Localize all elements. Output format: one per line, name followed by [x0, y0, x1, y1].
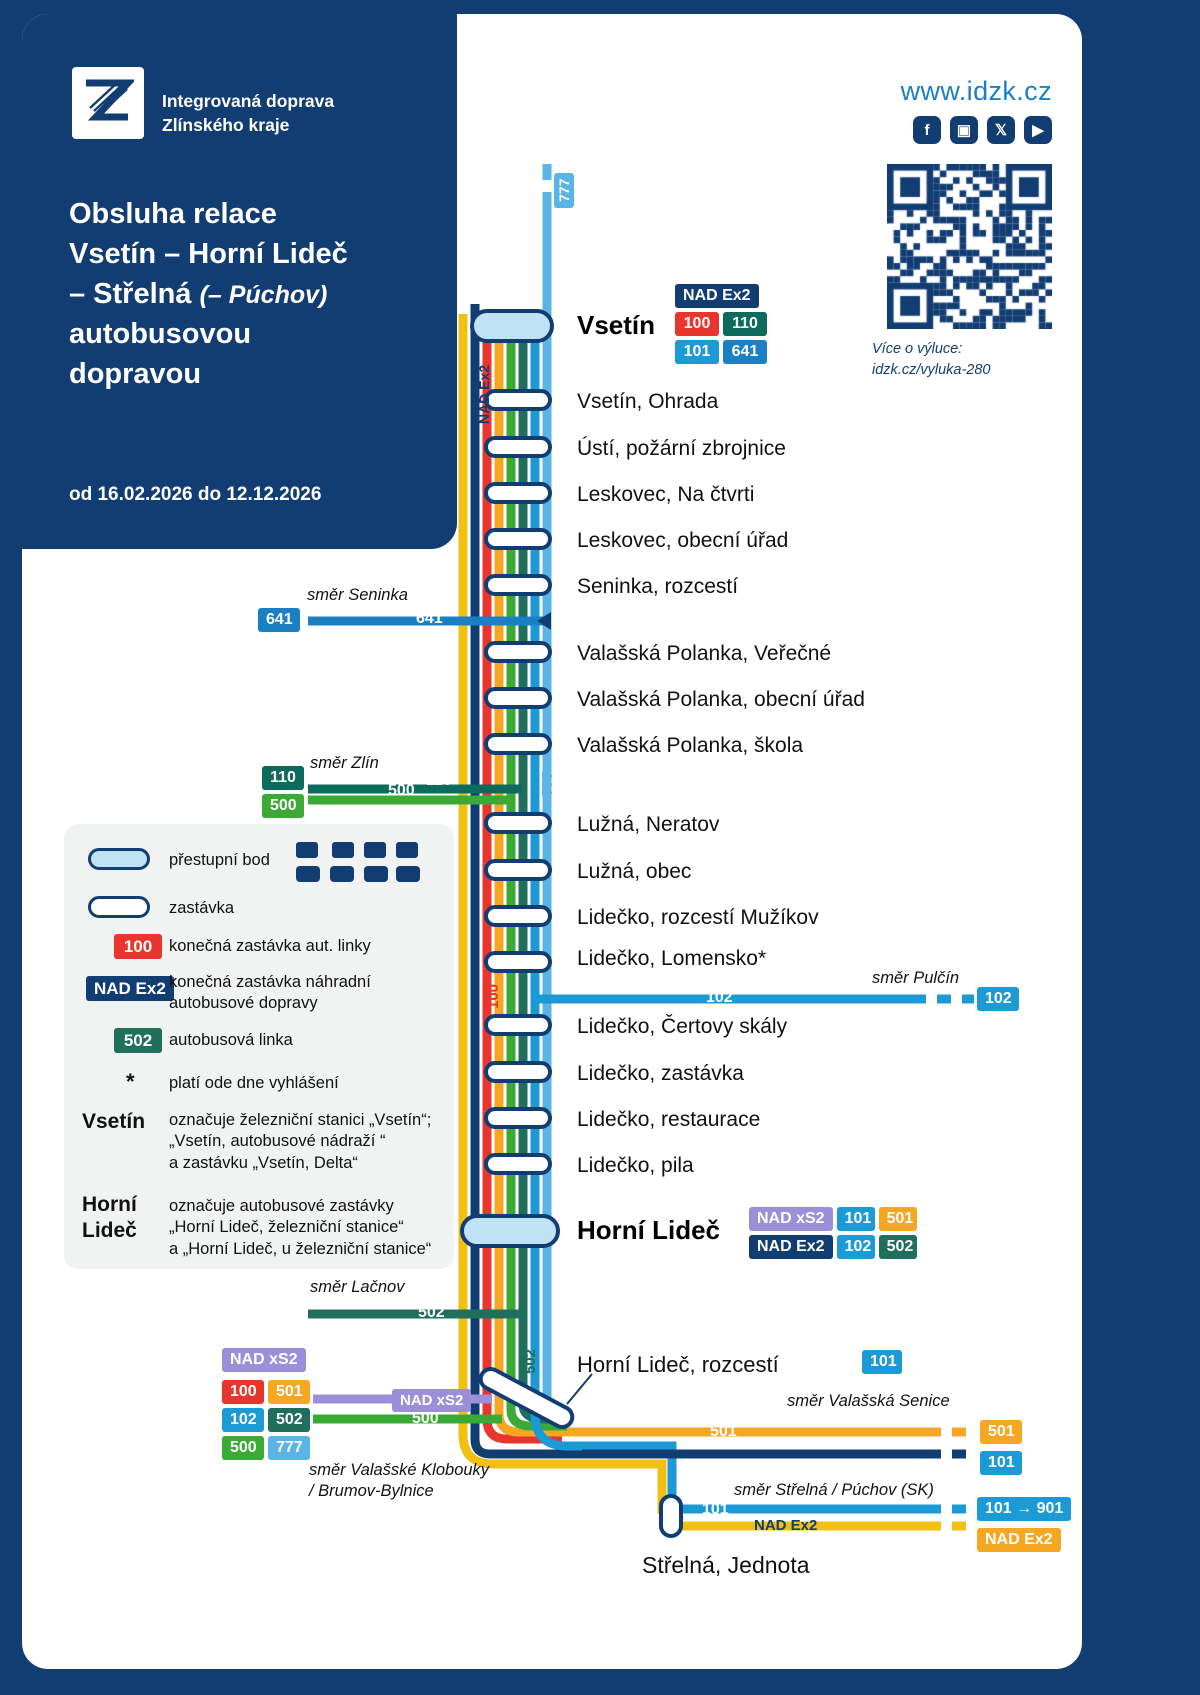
- legend-hl-title-2: Lideč: [82, 1219, 137, 1243]
- branch-line-label-641: 641: [416, 610, 443, 627]
- stop-marker-13[interactable]: [484, 1014, 552, 1036]
- strelna-line-label-nad: NAD Ex2: [754, 1517, 818, 1534]
- stop-marker-3[interactable]: [484, 482, 552, 504]
- badge-100: 100: [675, 312, 719, 336]
- legend-terminus-label: konečná zastávka aut. linky: [169, 937, 371, 955]
- title-line-2: Vsetín – Horní Lideč: [69, 238, 348, 271]
- stop-label-5: Seninka, rozcestí: [577, 575, 739, 598]
- stop-label-15: Lidečko, restaurace: [577, 1108, 761, 1131]
- vk-badge-777: 777: [268, 1436, 310, 1460]
- legend-nad-label: [169, 972, 371, 1015]
- logo-line-1: Integrovaná doprava: [162, 91, 335, 111]
- page-title: [69, 194, 449, 394]
- direction-valasska-senice: směr Valašská Senice: [787, 1392, 950, 1410]
- legend-vsetin-note-1: označuje železniční stanici „Vsetín“;: [169, 1111, 432, 1129]
- stop-label-3: Leskovec, Na čtvrti: [577, 483, 755, 506]
- legend-nad-line-1: konečná zastávka náhradní: [169, 973, 371, 991]
- direction-strelna-puchov: směr Střelná / Púchov (SK): [734, 1481, 934, 1499]
- vk-line-label-500: 500: [412, 1410, 439, 1427]
- branch-badge-500: 500: [262, 794, 304, 818]
- logo-text: [162, 90, 412, 137]
- vk-badge-nad-xs2: NAD xS2: [222, 1348, 306, 1372]
- stop-marker-14[interactable]: [484, 1061, 552, 1083]
- stop-label-9: Lužná, Neratov: [577, 813, 720, 836]
- legend-hl-note-2: „Horní Lideč, železniční stanice“: [169, 1218, 404, 1237]
- vk-badge-500: 500: [222, 1436, 264, 1460]
- legend-vsetin-note-2: „Vsetín, autobusové nádraží “: [169, 1132, 386, 1151]
- direction-valasske-klobouky-1: směr Valašské Klobouky: [309, 1461, 490, 1479]
- badge-101-hl: 101: [837, 1207, 875, 1231]
- vsenice-badge-101: 101: [980, 1451, 1022, 1475]
- stop-label-12: Lidečko, Lomensko*: [577, 947, 767, 970]
- idzk-logo-icon: [72, 67, 144, 139]
- title-line-5: dopravou: [69, 358, 202, 391]
- hl-rozcesti-badge: [862, 1350, 902, 1374]
- strelna-line-label-101: 101: [702, 1501, 729, 1518]
- badge-101-rozcesti: 101: [862, 1350, 902, 1374]
- direction-lacnov: směr Lačnov: [310, 1278, 405, 1296]
- stop-marker-8[interactable]: [484, 733, 552, 755]
- badge-nad-xs2: NAD xS2: [749, 1207, 833, 1231]
- legend-vsetin-title: Vsetín: [82, 1110, 146, 1133]
- stop-marker-transfer-horni-lidec[interactable]: [460, 1214, 560, 1248]
- stop-marker-16[interactable]: [484, 1153, 552, 1175]
- direction-pulcin: směr Pulčín: [872, 969, 960, 987]
- stop-label-16: Lidečko, pila: [577, 1154, 694, 1177]
- stop-label-10: Lužná, obec: [577, 860, 692, 883]
- direction-valasske-klobouky-2: / Brumov-Bylnice: [309, 1482, 434, 1500]
- stop-label-vsetin: Vsetín: [577, 310, 656, 340]
- strelna-badge-101-901: 101 → 901: [977, 1497, 1071, 1521]
- direction-zlin: směr Zlín: [310, 754, 379, 772]
- vk-badge-501: 501: [268, 1380, 310, 1404]
- stop-marker-4[interactable]: [484, 528, 552, 550]
- validity-period: od 16.02.2026 do 12.12.2026: [69, 484, 322, 505]
- vk-badge-102: 102: [222, 1408, 264, 1432]
- legend-stop-marker: [88, 896, 150, 918]
- direction-seninka: směr Seninka: [307, 586, 408, 604]
- instagram-icon[interactable]: ▣: [950, 116, 978, 144]
- vsenice-line-label-501: 501: [710, 1423, 737, 1440]
- legend-terminus-badge: 100: [114, 934, 162, 959]
- branch-badge-110: 110: [262, 766, 304, 790]
- badge-501-hl: 501: [879, 1207, 917, 1231]
- youtube-icon[interactable]: ▶: [1024, 116, 1052, 144]
- stop-marker-6[interactable]: [484, 641, 552, 663]
- legend-box: [64, 824, 454, 1269]
- legend-transfer-label: přestupní bod: [169, 851, 270, 869]
- stop-marker-7[interactable]: [484, 687, 552, 709]
- stop-label-7: Valašská Polanka, obecní úřad: [577, 688, 865, 711]
- badge-110: 110: [723, 312, 767, 336]
- legend-hl-note: [169, 1196, 459, 1260]
- vk-badge-502: 502: [268, 1408, 310, 1432]
- stop-marker-9[interactable]: [484, 812, 552, 834]
- stop-marker-transfer-vsetin[interactable]: [470, 309, 554, 343]
- legend-vsetin-note: [169, 1110, 454, 1174]
- vk-badge-100: 100: [222, 1380, 264, 1404]
- stop-marker-strelna-jednota[interactable]: [659, 1494, 683, 1538]
- stop-marker-10[interactable]: [484, 859, 552, 881]
- title-line-3a: – Střelná: [69, 278, 192, 311]
- branch-line-label-502: 502: [418, 1304, 445, 1321]
- branch-line-label-110: 110: [426, 772, 452, 789]
- branch-line-label-500: 500: [388, 782, 415, 799]
- badge-641: 641: [723, 340, 767, 364]
- title-line-3b: (– Púchov): [199, 281, 328, 310]
- stop-label-2: Ústí, požární zbrojnice: [577, 437, 786, 460]
- title-line-1: Obsluha relace: [69, 198, 277, 230]
- more-info-line-1: Více o výluce:: [872, 341, 963, 357]
- stop-label-6: Valašská Polanka, Veřečné: [577, 642, 832, 665]
- legend-nad-line-2: autobusové dopravy: [169, 994, 318, 1013]
- badge-nad-ex2-hl: NAD Ex2: [749, 1235, 833, 1259]
- stop-marker-11[interactable]: [484, 905, 552, 927]
- poster-page: Integrovaná doprava Zlínského kraje Obsluha relace Vsetín – Horní Lideč – Střelná (– Púchov) autobusovou dopravou od 16.02.2026 do 12.12.2026 www.idzk.cz f ▣ 𝕏 ▶ Více o výluce: idzk.cz/vyluka-280 Vsetín NAD Ex2 100 110 101 641 Vsetín, Ohrada Ústí, požární zbrojnice Leskovec, Na čtvrti Leskovec, obecní úřad Seninka, rozcestí Valašská Polanka, Veřečné Valašská Polanka, obecní úřad Valašská Polanka, škola Lužná, Neratov Lužná, obec Lidečko, rozcestí Mužíkov Lidečko, Lomensko* Lidečko, Čertovy skály Lidečko, zastávka Lidečko, restaurace Lidečko, pila Horní Lideč NAD xS2 101 501 NAD Ex2 102 502 Horní Lideč, rozcestí 101 Střelná, Jednota 777 NAD Ex2 777 100 502 směr Seninka 641 641 směr Zlín 110 500 500 110 směr Pulčín 102 102 směr Lačnov 502 NAD xS2 100 501 102 502 500 777 NAD xS2 500 směr Valašské Klobouky / Brumov-Bylnice směr Valašská Senice 501 501 101 směr Střelná / Púchov (SK) 101 NAD Ex2 101 → 901 NAD Ex2 přestupní bod zastávka 100 konečná zastávka aut. linky NAD Ex2 konečná zastávka náhradní autobusové dopravy 502 autobusová linka * platí ode dne vyhlášení Vsetín označuje železniční stanici „Vsetín“; „Vsetín, autobusové nádraží “ a zastávku „Vsetín, Delta“ Horní Lideč označuje autobusové zastávky „Horní Lideč, železniční stanice“ a „Horní Lideč, u železniční stanice“: [22, 14, 1082, 1669]
- stop-marker-5[interactable]: [484, 574, 552, 596]
- transfer-icons: [292, 836, 422, 893]
- badge-102-hl: 102: [837, 1235, 875, 1259]
- stop-marker-1[interactable]: [484, 389, 552, 411]
- x-icon[interactable]: 𝕏: [987, 116, 1015, 144]
- stop-label-11: Lidečko, rozcestí Mužíkov: [577, 906, 819, 929]
- stop-marker-15[interactable]: [484, 1107, 552, 1129]
- stop-label-13: Lidečko, Čertovy skály: [577, 1015, 788, 1038]
- header-panel: [22, 14, 457, 549]
- legend-stop-label: zastávka: [169, 899, 235, 917]
- stop-label-4: Leskovec, obecní úřad: [577, 529, 789, 552]
- stop-label-8: Valašská Polanka, škola: [577, 734, 804, 757]
- legend-hl-title-1: Horní: [82, 1193, 137, 1216]
- qr-code[interactable]: [887, 164, 1052, 329]
- badge-nad-ex2: NAD Ex2: [675, 284, 759, 308]
- facebook-icon[interactable]: f: [913, 116, 941, 144]
- legend-asterisk-label: platí ode dne vyhlášení: [169, 1074, 339, 1092]
- legend-nad-badge: NAD Ex2: [86, 976, 174, 1001]
- badge-101: 101: [675, 340, 719, 364]
- website-url[interactable]: www.idzk.cz: [900, 76, 1052, 106]
- logo-line-2: Zlínského kraje: [162, 114, 290, 135]
- legend-vsetin-note-3: a zastávku „Vsetín, Delta“: [169, 1153, 358, 1172]
- legend-busline-label: autobusová linka: [169, 1031, 293, 1049]
- vk-line-label-nadxs2: NAD xS2: [392, 1389, 471, 1412]
- horni-lidec-line-badges: [749, 1207, 917, 1259]
- legend-transfer-marker: [88, 848, 150, 870]
- branch-badge-102: 102: [977, 987, 1019, 1011]
- stop-label-horni-lidec: Horní Lideč: [577, 1215, 721, 1245]
- branch-badge-641: 641: [258, 608, 300, 632]
- legend-asterisk-symbol: *: [126, 1069, 135, 1094]
- vsetin-line-badges: [675, 284, 767, 364]
- stop-label-horni-lidec-rozcesti: Horní Lideč, rozcestí: [577, 1352, 779, 1377]
- stop-label-strelna-jednota: Střelná, Jednota: [642, 1552, 810, 1578]
- social-links[interactable]: [902, 116, 1052, 146]
- title-line-4: autobusovou: [69, 318, 252, 351]
- badge-502-hl: 502: [879, 1235, 917, 1259]
- more-info-note: [872, 339, 1052, 381]
- legend-hl-note-1: označuje autobusové zastávky: [169, 1197, 394, 1215]
- vk-badge-group: [222, 1380, 310, 1460]
- stop-label-1: Vsetín, Ohrada: [577, 390, 719, 413]
- legend-hl-title: [82, 1192, 137, 1245]
- stop-marker-12[interactable]: [484, 951, 552, 973]
- stop-label-14: Lidečko, zastávka: [577, 1062, 744, 1085]
- legend-busline-badge: 502: [114, 1028, 162, 1053]
- vsenice-badge-501: 501: [980, 1420, 1022, 1444]
- legend-hl-note-3: a „Horní Lideč, u železniční stanice“: [169, 1239, 432, 1258]
- branch-line-label-102: 102: [706, 989, 733, 1006]
- more-info-line-2: idzk.cz/vyluka-280: [872, 362, 991, 379]
- stop-marker-2[interactable]: [484, 436, 552, 458]
- strelna-badge-nad-ex2: NAD Ex2: [977, 1528, 1061, 1552]
